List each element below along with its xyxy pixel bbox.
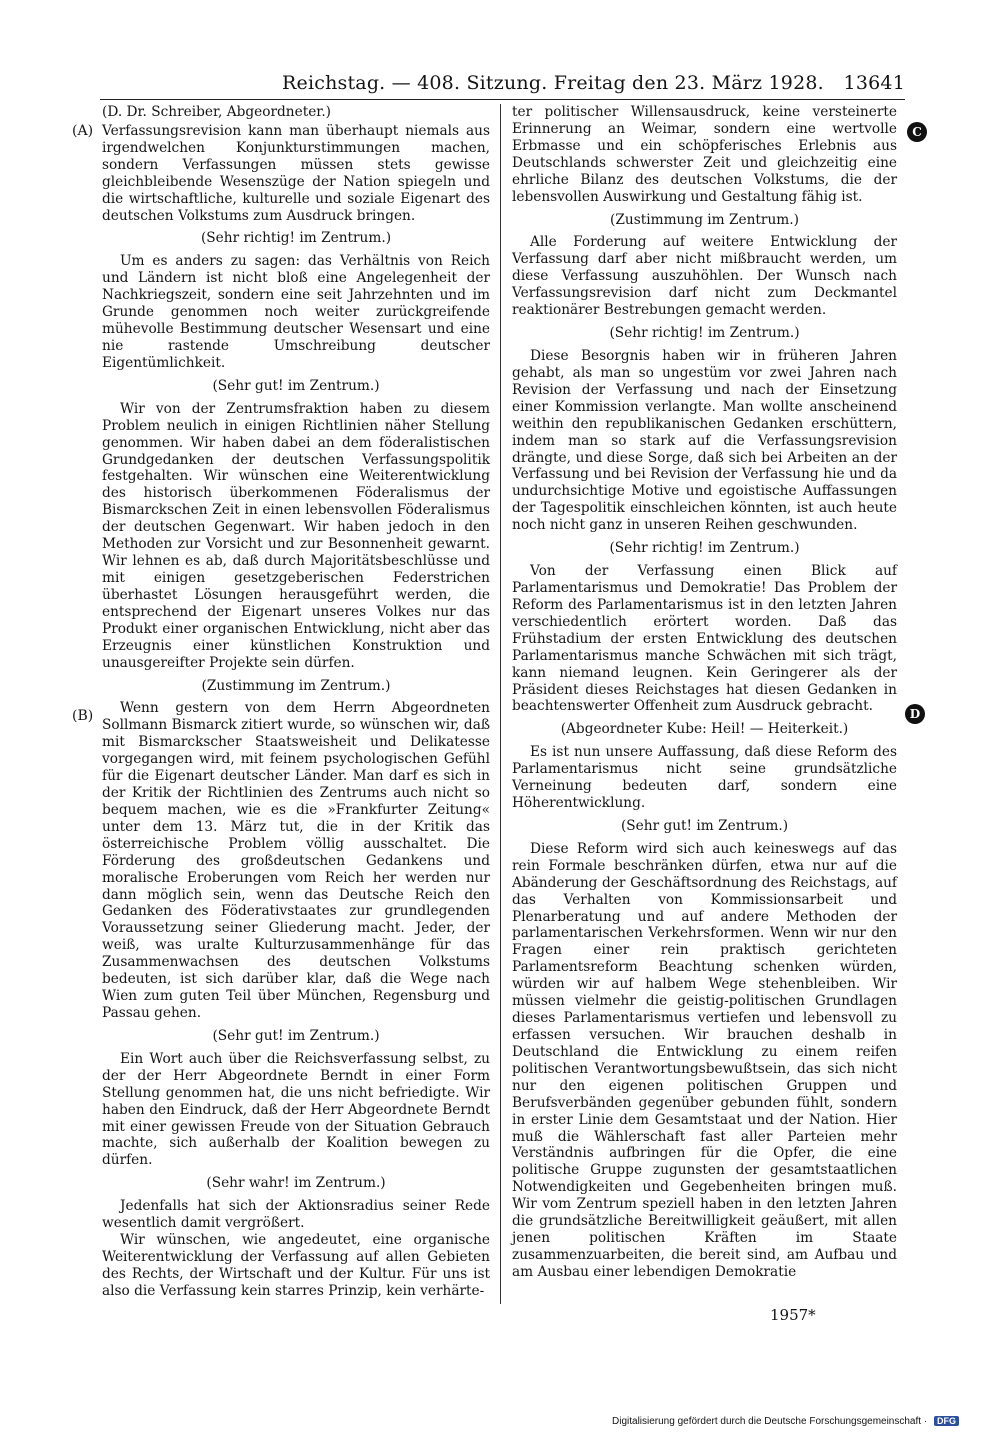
header-rule bbox=[100, 99, 905, 100]
paragraph: Verfassungsrevision kann man überhaupt niemals aus irgendwelchen Konjunkturstimmungen machen, sondern Verfassungen müssen stets gewisse gleichbleibende Wesenszüge der Nation spiegeln und die wirtschaftliche, kulturelle und soziale Eigenart des deutschen Volkstums zum Ausdruck bringen. bbox=[102, 122, 490, 224]
interjection: (Sehr richtig! im Zentrum.) bbox=[200, 230, 392, 247]
paragraph: Wir wünschen, wie angedeutet, eine organische Weiterentwicklung der Verfassung auf allen Gebieten des Rechts, der Wirtschaft und der Kultur. Für uns ist also die Verfassung kein starres Prinzip, kein verhärte- bbox=[102, 1232, 490, 1299]
header-title: Reichstag. — 408. Sitzung. Freitag den 23. März 1928. bbox=[282, 72, 824, 94]
page-number: 13641 bbox=[843, 72, 905, 94]
column-divider bbox=[500, 104, 501, 1304]
margin-marker-d: D bbox=[905, 704, 925, 724]
paragraph: Wir von der Zentrumsfraktion haben zu diesem Problem neulich in einigen Richtlinien näher Stellung genommen. Wir haben dabei an dem föderalistischen Grundgedanken der deutschen Verfassungspolitik festgehalten. Wir wünschen eine Weiterentwicklung des historisch überkommenen Föderalismus der Bismarckschen Zeit in einen lebensvollen Föderalismus der deutschen Gegenwart. Wir haben jedoch in den Methoden zur Vorsicht und zur Besonnenheit gewarnt. Wir lehnen es ab, daß durch Majoritätsbeschlüsse und mit einigen gesetzgeberischen Federstrichen überhastet Lösungen herausgeführt werden, die entsprechend der Eigenart unseres Volkes nur das Produkt einer organischen Entwicklung, nicht aber das Erzeugnis einer künstlichen Konstruktion und unausgereifter Projekte sein dürfen. bbox=[102, 400, 490, 671]
margin-marker-c: C bbox=[907, 122, 927, 142]
paragraph: Von der Verfassung einen Blick auf Parlamentarismus und Demokratie! Das Problem der Reform des Parlamentarismus ist in den letzten Jahren verschiedentlich erörtert worden. Daß das Frühstadium der ersten Entwicklung des deutschen Parlamentarismus manche Schwächen mit sich trägt, kann niemand leugnen. Kein Geringerer als der Präsident dieses Reichstages hat diesen Gedanken in beachtenswerter Offenheit zum Ausdruck gebracht. bbox=[512, 563, 897, 715]
interjection: (Sehr gut! im Zentrum.) bbox=[212, 377, 380, 394]
page-header bbox=[282, 72, 905, 98]
paragraph: Alle Forderung auf weitere Entwicklung der Verfassung darf aber nicht mißbraucht werden, um diese Verfassung auszuhöhlen. Der Wunsch nach Verfassungsrevision darf nicht zum Deckmantel reaktionärer Bestrebungen gemacht werden. bbox=[512, 234, 897, 319]
printer-signature: 1957* bbox=[770, 1306, 816, 1324]
paragraph: Um es anders zu sagen: das Verhältnis von Reich und Ländern ist nicht bloß eine Angelegenheit der Nachkriegszeit, sondern eine seit Jahrzehnten und im Grunde genommen noch weiter zurückgreifende mühevolle Bestimmung deutscher Wesensart und eine nie rastende Umschreibung deutscher Eigentümlichkeit. bbox=[102, 253, 490, 371]
paragraph: Diese Besorgnis haben wir in früheren Jahren gehabt, als man so ungestüm vor zwei Jahren nach Revision der Verfassung und nach der Einsetzung einer Kommission verlangte. Man wollte anscheinend weithin den republikanischen Gedanken erschüttern, indem man so stark auf die Verfassungsrevision drängte, und diese Sorge, daß sich bei Arbeiten an der Verfassung und bei Revision der Verfassung hie und da undurchsichtige Motive und egoistische Auffassungen der Tagespolitik einschleichen könnten, ist auch heute noch nicht ganz in unseren Reihen geschwunden. bbox=[512, 347, 897, 534]
digitization-footer bbox=[612, 1416, 959, 1427]
interjection: (Zustimmung im Zentrum.) bbox=[610, 211, 799, 228]
paragraph: Ein Wort auch über die Reichsverfassung selbst, zu der der Herr Abgeordnete Berndt in einer Form Stellung genommen hat, die uns nicht befriedigte. Wir haben den Eindruck, daß der Herr Abgeordnete Berndt mit einer gewissen Freude von der Situation Gebrauch machte, sich außerhalb der Koalition bewegen zu dürfen. bbox=[102, 1050, 490, 1169]
paragraph: Wenn gestern von dem Herrn Abgeordneten Sollmann Bismarck zitiert wurde, so wünschen wir, daß mit Bismarckscher Staatsweisheit und Delikatesse vorgegangen wird, mit feinem psychologischen Gefühl für die Eigenart deutscher Länder. Man darf es sich in der Kritik der Richtlinien des Zentrums auch nicht so bequem machen, wie es die »Frankfurter Zeitung« unter dem 13. März tut, die in der Kritik das österreichische Problem völlig ausschaltet. Die Förderung des großdeutschen Gedankens und moralische Eroberungen vom Reich her werden nur dann möglich sein, wenn das Deutsche Reich den Gedanken des Föderativstaates zur grundlegenden Voraussetzung seiner Gliederung macht. Jeder, der weiß, was uralte Kulturzusammenhänge für das Zusammenwachsen des deutschen Volkstums bedeuten, ist sich darüber klar, daß die Wege nach Wien zum guten Teil über München, Regensburg und Passau gehen. bbox=[102, 700, 490, 1022]
interjection: (Sehr gut! im Zentrum.) bbox=[212, 1027, 380, 1044]
interjection: (Sehr richtig! im Zentrum.) bbox=[609, 540, 800, 557]
margin-marker-a: (A) bbox=[72, 123, 94, 139]
interjection: (Sehr gut! im Zentrum.) bbox=[620, 817, 789, 834]
interjection: (Sehr wahr! im Zentrum.) bbox=[206, 1175, 386, 1192]
right-column bbox=[512, 104, 897, 1281]
interjection: (Sehr richtig! im Zentrum.) bbox=[609, 325, 800, 342]
dfg-logo: DFG bbox=[934, 1416, 959, 1426]
footer-text: Digitalisierung gefördert durch die Deutsche Forschungsgemeinschaft · bbox=[612, 1416, 928, 1427]
paragraph: Diese Reform wird sich auch keineswegs auf das rein Formale beschränken dürfen, etwa nur auf die Abänderung der Geschäftsordnung des Reichstags, auf das Verhalten von Kommissionsarbeit und Plenarberatung und auf andere Methoden der parlamentarischen Verkehrsformen. Wenn wir nur den Fragen einer rein praktisch gerichteten Parlamentsreform Beachtung schenken würden, würden wir auf halbem Wege stehenbleiben. Wir müssen vielmehr die geistig-politischen Grundlagen dieses Parlamentarismus vertiefen und lebensvoll zu erfassen versuchen. Wir brauchen deshalb in Deutschland die Entwicklung zu einem reifen politischen Verantwortungsbewußtsein, das sich nicht nur den eigenen politischen Gruppen und Berufsverbänden gegenüber gebunden fühlt, sondern in erster Linie dem Gesamtstaat und der Nation. Hier muß die Wählerschaft fast aller Parteien mehr Verständnis aufbringen für die Opfer, die eine politische Gruppe zugunsten der gesamtstaatlichen Notwendigkeiten und Gegebenheiten bringen muß. Wir vom Zentrum speziell haben in den letzten Jahren die grundsätzliche Bereitwilligkeit geäußert, mit allen jenen politischen Kräften im Staate zusammenzuarbeiten, die bereit sind, am Aufbau und am Ausbau einer lebendigen Demokratie bbox=[512, 840, 897, 1280]
interjection: (Abgeordneter Kube: Heil! — Heiterkeit.) bbox=[560, 721, 849, 738]
paragraph: Es ist nun unsere Auffassung, daß diese Reform des Parlamentarismus nicht seine grundsätzliche Verneinung bedeuten darf, sondern eine Höherentwicklung. bbox=[512, 744, 897, 812]
margin-marker-b: (B) bbox=[72, 708, 94, 724]
speaker-line: (D. Dr. Schreiber, Abgeordneter.) bbox=[102, 104, 332, 120]
interjection: (Zustimmung im Zentrum.) bbox=[201, 677, 391, 694]
paragraph: ter politischer Willensausdruck, keine versteinerte Erinnerung an Weimar, sondern eine wertvolle Erbmasse und ein schöpferisches Erlebnis aus Deutschlands schwerster Zeit und gleichzeitig eine ehrliche Bilanz des deutschen Volkstums, die der lebensvollen Auswirkung und Gestaltung fähig ist. bbox=[512, 104, 897, 205]
paragraph: Jedenfalls hat sich der Aktionsradius seiner Rede wesentlich damit vergrößert. bbox=[102, 1198, 490, 1232]
left-column bbox=[102, 104, 490, 1300]
